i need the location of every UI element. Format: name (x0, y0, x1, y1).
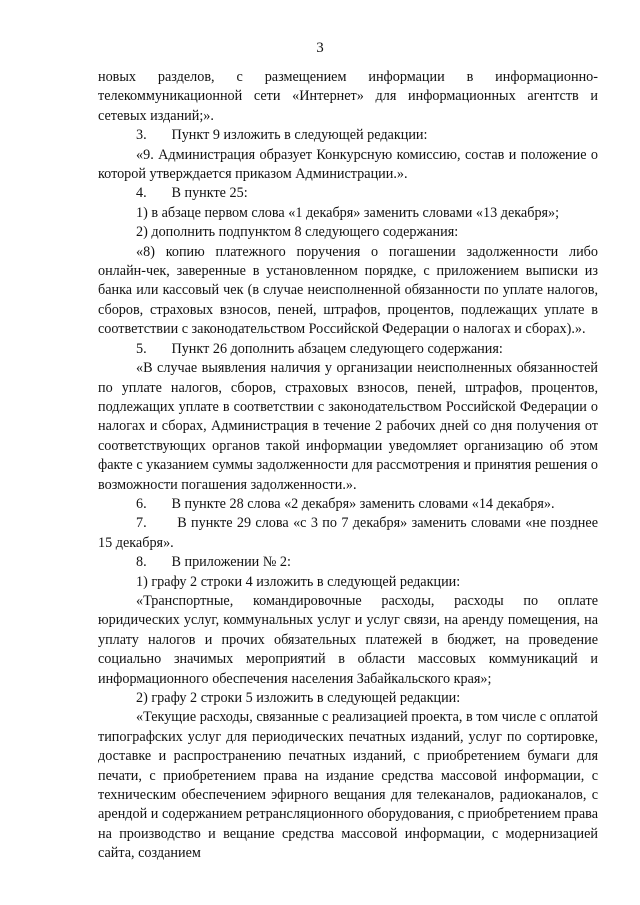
item-6-text: 6. В пункте 28 слова «2 декабря» заменить словами «14 декабря». (136, 495, 555, 512)
document-body (98, 68, 598, 864)
item-4-heading: 4. В пункте 25: (136, 185, 248, 202)
item-4-subitem-2: 2) дополнить подпунктом 8 следующего содержания: (136, 224, 459, 241)
item-4-subitem-8-text: «8) копию платежного поручения о погашении задолженности либо онлайн-чек, заверенные в установленном порядке, с приложением выписки из банка или кассовый чек (в случае неисполненной обязанности по уплате налогов, сборов, страховых взносов, пеней, штрафов, процентов, подлежащих уплате в соответствии с законодательством Российской Федерации о налогах и сборах).». (98, 243, 598, 338)
item-8-subitem-1-text: «Транспортные, командировочные расходы, расходы по оплате юридических услуг, коммунальных услуг и услуг связи, на аренду помещения, на уплату налогов и прочих обязательных платежей в бюджет, на проведение социально значимых мероприятий в области массовых коммуникаций и информационного обеспечения населения Забайкальского края»; (98, 592, 598, 687)
item-3-text: «9. Администрация образует Конкурсную комиссию, состав и положение о которой утверждается приказом Администрации.». (98, 146, 598, 183)
item-3-heading: 3. Пункт 9 изложить в следующей редакции: (136, 127, 428, 144)
paragraph-continuation: новых разделов, с размещением информации в информационно-телекоммуникационной сети «Интернет» для информационных агентств и сетевых изданий;». (98, 69, 598, 124)
item-8-subitem-2-text: «Текущие расходы, связанные с реализацией проекта, в том числе с оплатой типографских услуг для периодических печатных изданий, услуг по сортировке, доставке и распространению печатных изданий, с приобретением бумаги для печати, с приобретением права на издание средства массовой информации, с техническим обеспечением эфирного вещания для телеканалов, радиоканалов, с арендой и содержанием ретрансляционного оборудования, с приобретением права на производство и вещание средства массовой информации, с модернизацией сайта, созданием (98, 709, 598, 862)
item-5-heading: 5. Пункт 26 дополнить абзацем следующего содержания: (136, 340, 503, 357)
item-8-heading: 8. В приложении № 2: (136, 554, 291, 571)
item-8-subitem-2: 2) графу 2 строки 5 изложить в следующей редакции: (136, 690, 461, 706)
item-5-text: «В случае выявления наличия у организации неисполненных обязанностей по уплате налогов, сборов, страховых взносов, пеней, штрафов, процентов, подлежащих уплате в соответствии с законодательством Российской Федерации о налогах и сборах, Администрация в течение 2 рабочих дней со дня получения от соответствующих органов такой информации уведомляет организацию об этом факте с указанием суммы задолженности для рассмотрения и принятия решения о возможности погашения задолженности.». (98, 360, 598, 493)
item-8-subitem-1: 1) графу 2 строки 4 изложить в следующей редакции: (136, 573, 461, 590)
item-7-text: 7. В пункте 29 слова «с 3 по 7 декабря» заменить словами «не позднее 15 декабря». (98, 515, 598, 551)
item-4-subitem-1: 1) в абзаце первом слова «1 декабря» заменить словами «13 декабря»; (136, 204, 560, 221)
page-number: 3 (316, 40, 324, 56)
